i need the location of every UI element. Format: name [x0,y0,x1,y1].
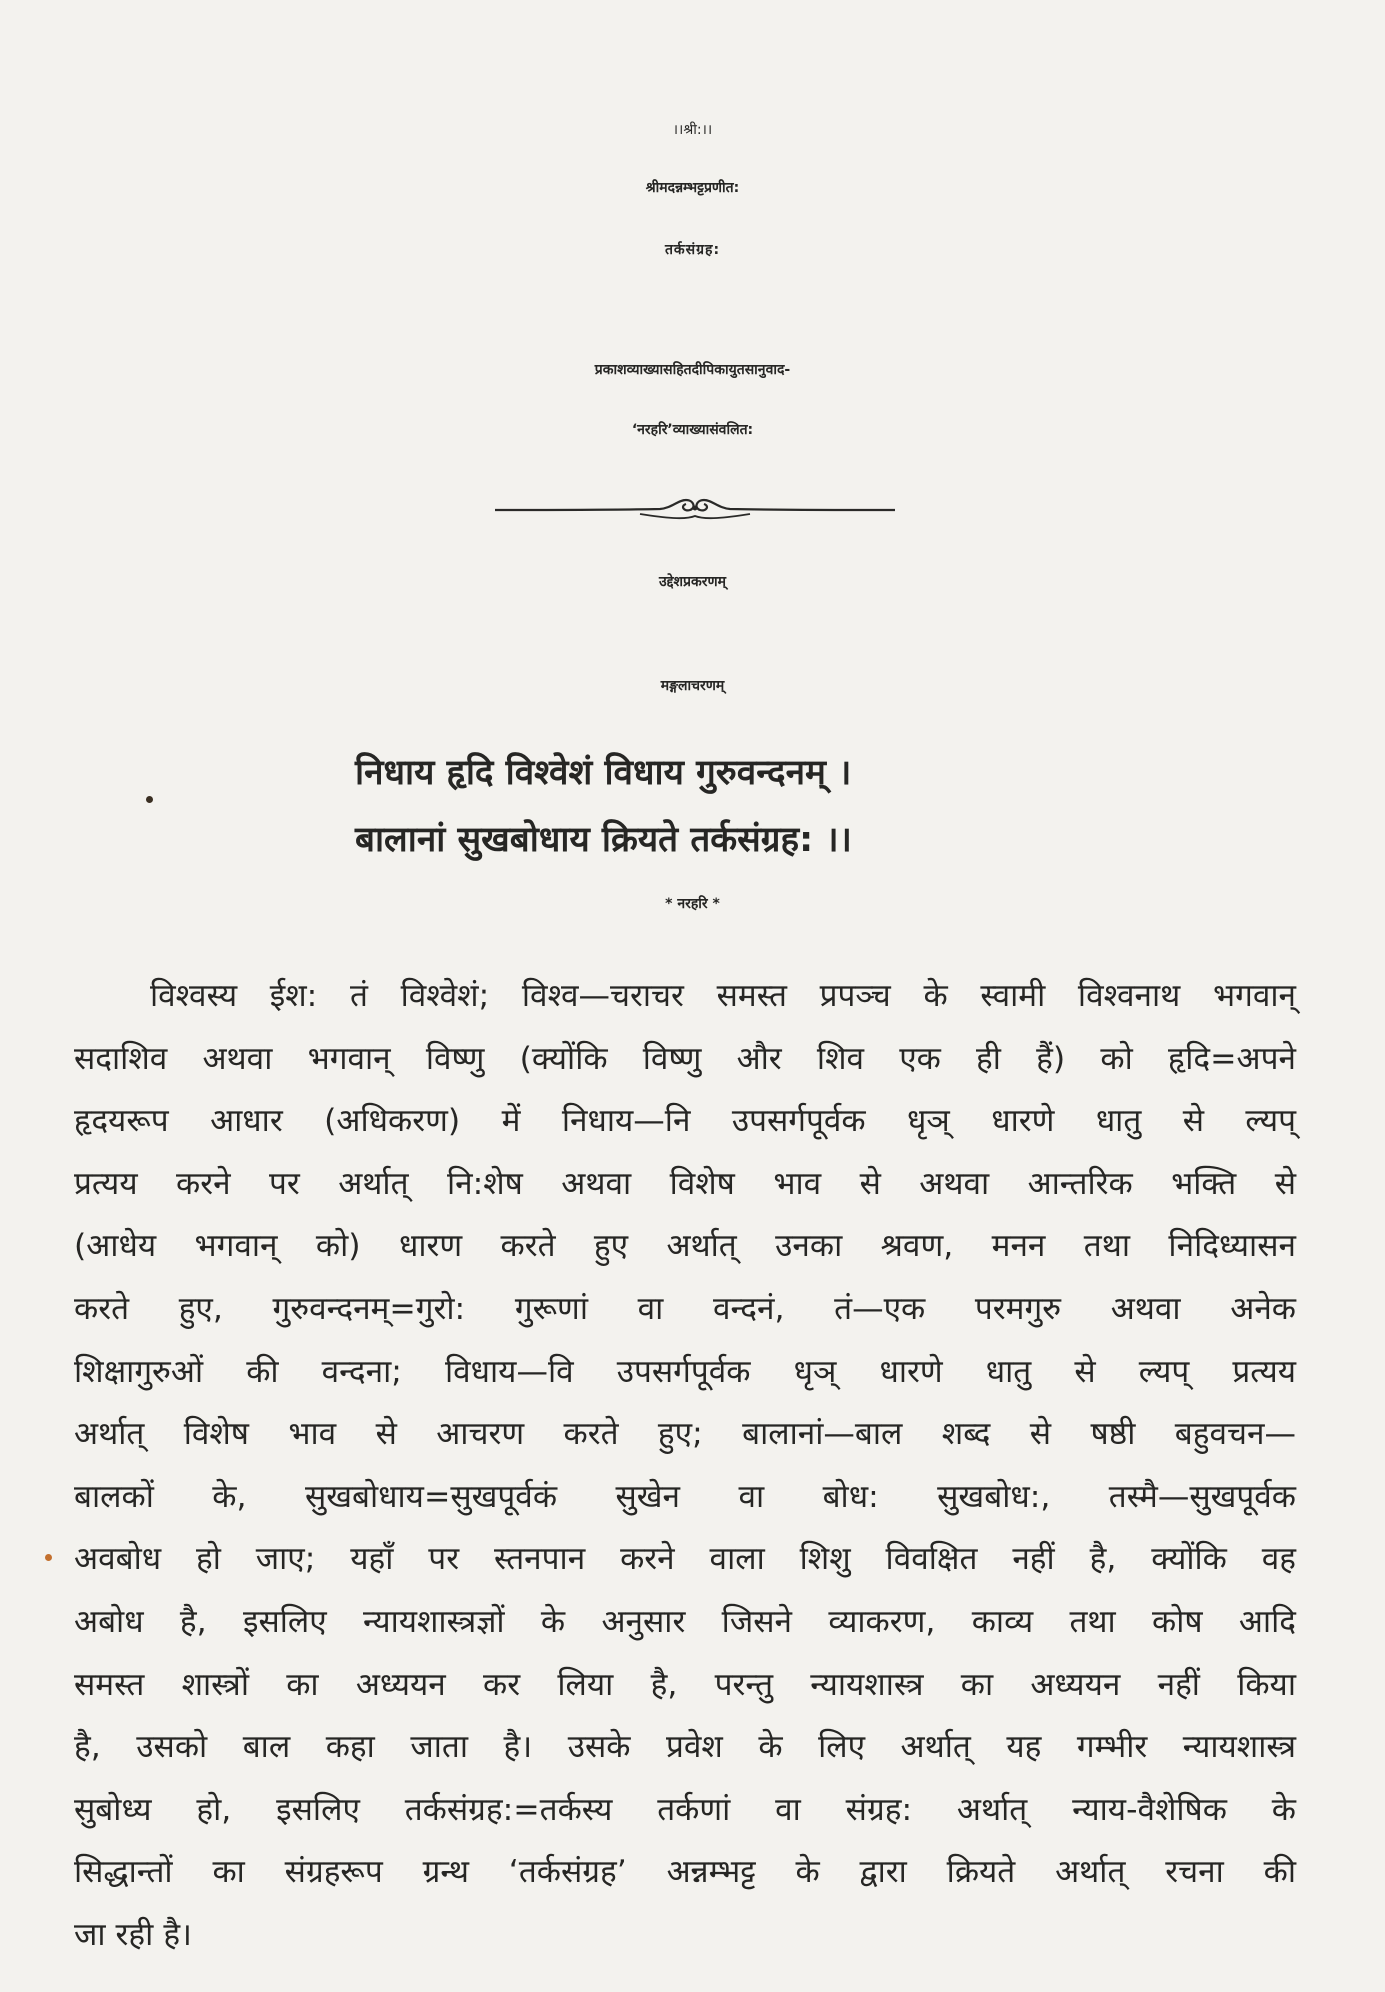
commentary-line: है, उसको बाल कहा जाता है। उसके प्रवेश के लिए अर्थात् यह गम्भीर न्यायशास्त्र [74,1729,1296,1766]
commentary-line: हृदयरूप आधार (अधिकरण) में निधाय—नि उपसर्गपूर्वक धृञ् धारणे धातु से ल्यप् [74,1103,1296,1140]
decorative-divider-ornament [490,488,900,528]
subtitle-line-1: प्रकाशव्याख्यासहितदीपिकायुतसानुवाद- [594,362,791,378]
commentary-line: शिक्षागुरुओं की वन्दना; विधाय—वि उपसर्गपूर्वक धृञ् धारणे धातु से ल्यप् प्रत्यय [74,1353,1296,1390]
commentary-line: जा रही है। [74,1916,192,1953]
commentary-line: सिद्धान्तों का संग्रहरूप ग्रन्थ ‘तर्कसंग्रह’ अन्नम्भट्ट के द्वारा क्रियते अर्थात् रचना की [74,1854,1296,1891]
commentary-body [74,965,1296,1967]
commentary-line: अर्थात् विशेष भाव से आचरण करते हुए; बालानां—बाल शब्द से षष्ठी बहुवचन— [74,1416,1296,1453]
mangalacharana-heading: मङ्गलाचरणम् [660,678,725,694]
verse-line-2: बालानां सुखबोधाय क्रियते तर्कसंग्रह: ।। [355,820,852,860]
book-title: तर्कसंग्रह: [664,242,721,258]
commentary-heading: * नरहरि * [665,896,720,912]
commentary-line: अबोध है, इसलिए न्यायशास्त्रज्ञों के अनुसार जिसने व्याकरण, काव्य तथा कोष आदि [74,1603,1296,1640]
commentary-line: सदाशिव अथवा भगवान् विष्णु (क्योंकि विष्णु और शिव एक ही हैं) को हृदि=अपने [74,1040,1296,1077]
verse-line-1: निधाय हृदि विश्वेशं विधाय गुरुवन्दनम् । [355,753,852,793]
commentary-line: बालकों के, सुखबोधाय=सुखपूर्वकं सुखेन वा बोध: सुखबोध:, तस्मै—सुखपूर्वक [74,1478,1296,1515]
author-line: श्रीमदन्नम्भट्टप्रणीत: [645,180,740,196]
commentary-line: करते हुए, गुरुवन्दनम्=गुरो: गुरूणां वा वन्दनं, तं—एक परमगुरु अथवा अनेक [74,1290,1296,1327]
commentary-line: (आधेय भगवान् को) धारण करते हुए अर्थात् उनका श्रवण, मनन तथा निदिध्यासन [74,1228,1296,1265]
ink-speck [146,796,153,803]
chapter-title: उद्देशप्रकरणम् [659,574,726,590]
commentary-line: सुबोध्य हो, इसलिए तर्कसंग्रह:=तर्कस्य तर्कणां वा संग्रह: अर्थात् न्याय-वैशेषिक के [74,1791,1296,1828]
commentary-line: अवबोध हो जाए; यहाँ पर स्तनपान करने वाला शिशु विवक्षित नहीं है, क्योंकि वह [74,1541,1296,1578]
commentary-line: समस्त शास्त्रों का अध्ययन कर लिया है, परन्तु न्यायशास्त्र का अध्ययन नहीं किया [74,1666,1296,1703]
commentary-line: प्रत्यय करने पर अर्थात् नि:शेष अथवा विशेष भाव से अथवा आन्तरिक भक्ति से [74,1165,1296,1202]
commentary-line: विश्वस्य ईश: तं विश्वेशं; विश्व—चराचर समस्त प्रपञ्च के स्वामी विश्वनाथ भगवान् [150,978,1296,1014]
ink-speck [45,1554,52,1561]
invocation: ।।श्री:।। [672,122,713,138]
subtitle-line-2: ‘नरहरि’व्याख्यासंवलित: [631,422,754,438]
